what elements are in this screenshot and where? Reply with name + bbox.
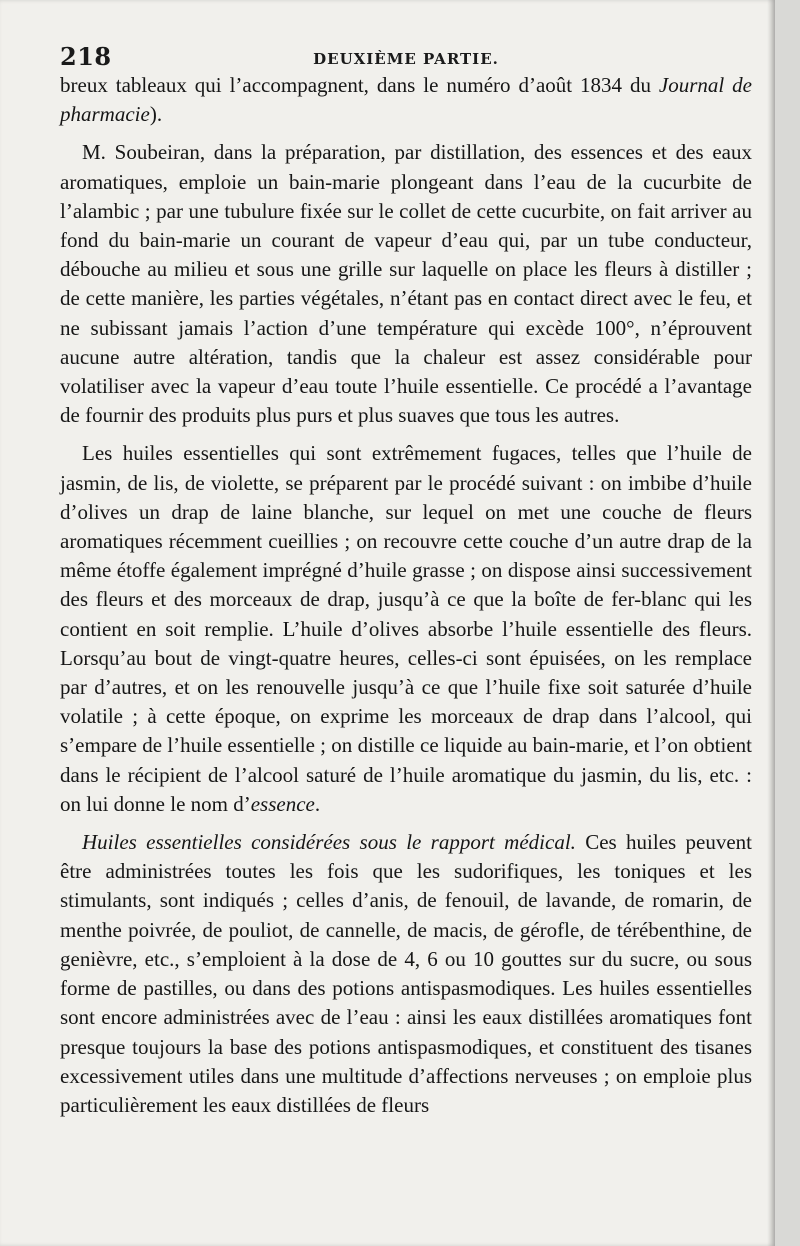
text-run: breux tableaux qui l’accompagnent, dans le numéro d’août 1834 du [60, 73, 659, 97]
text-run: . [314, 791, 321, 816]
text-run: ). [149, 102, 163, 127]
paragraph-soubeiran [60, 138, 752, 430]
body-text [60, 71, 752, 1120]
paragraph-fugitive-oils [60, 439, 752, 819]
italic-run: Huiles essentielles considérées sous le rapport médical. [82, 830, 576, 855]
page-number: 218 [60, 42, 112, 71]
text-run: Les huiles essentielles qui sont extrêmement fugaces, telles que l’huile de jasmin, de lis, de violette, se préparent par le procédé suivant : on imbibe d’huile d’olives un drap de laine blanche, sur lequel on met une couche de fleurs aromatiques récemment cueillies ; on recouvre cette couche d’un autre drap de la même étoffe également imprégné d’huile grasse ; on dispose ainsi successivement des fleurs et des morceaux de drap, jusqu’à ce que la boîte de fer-blanc qui les contient en soit remplie. L’huile d’olives absorbe l’huile essentielle des fleurs. Lorsqu’au bout de vingt-quatre heures, celles-ci sont épuisées, on les remplace par d’autres, et on les renouvelle jusqu’à ce que l’huile fixe soit saturée d’huile volatile ; à cette époque, on exprime les morceaux de drap dans l’alcool, qui s’empare de l’huile essentielle ; on distille ce liquide au bain-marie, et l’on obtient dans le récipient de l’alcool saturé de l’huile aromatique du jasmin, du lis, etc. : on lui donne le nom d’ [60, 441, 752, 816]
italic-run: essence [250, 791, 315, 816]
running-head: DEUXIÈME PARTIE. [313, 50, 499, 68]
italic-run: Journal de pharmacie [60, 73, 753, 127]
paragraph-medical-use [60, 828, 752, 1120]
text-run: M. Soubeiran, dans la préparation, par distillation, des essences et des eaux aromatiques, emploie un bain-marie plongeant dans l’eau de la cucurbite de l’alambic ; par une tubulure fixée sur le collet de cette cucurbite, on fait arriver au fond du bain-marie un courant de vapeur d’eau qui, par un tube conducteur, débouche au milieu et sous une grille sur laquelle on place les fleurs à distiller ; de cette manière, les parties végétales, n’étant pas en contact direct avec le feu, et ne subissant jamais l’action d’une température qui excède 100°, n’éprouvent aucune autre altération, tandis que la chaleur est assez considérable pour volatiliser avec la vapeur d’eau toute l’huile essentielle. Ce procédé a l’avantage de fournir des produits plus purs et plus suaves que tous les autres. [60, 140, 752, 428]
paragraph-continuation [60, 71, 752, 129]
text-run: Ces huiles peuvent être administrées toutes les fois que les sudorifiques, les toniques et les stimulants, sont indiqués ; celles d’anis, de fenouil, de lavande, de romarin, de menthe poivrée, de pouliot, de cannelle, de macis, de gérofle, de térébenthine, de genièvre, etc., s’emploient à la dose de 4, 6 ou 10 gouttes sur du sucre, ou sous forme de pastilles, ou dans des potions antispasmodiques. Les huiles essentielles sont encore administrées avec de l’eau : ainsi les eaux distillées aromatiques font presque toujours la base des potions antispasmodiques, et constituent des tisanes excessivement utiles dans une multitude d’affections nerveuses ; on emploie plus particulièrement les eaux distillées de fleurs [60, 830, 752, 1117]
